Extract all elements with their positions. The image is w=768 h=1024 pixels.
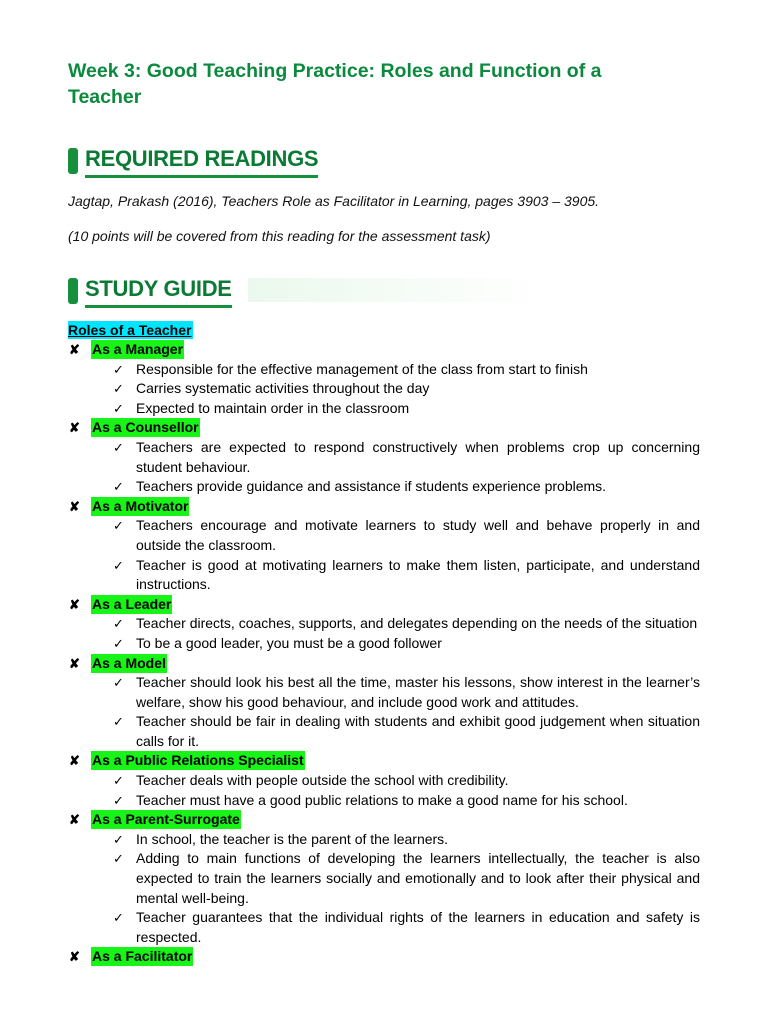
role-point [68,556,700,595]
check-mark-icon: ✓ [113,675,124,691]
role-point [68,360,700,380]
cross-mark-icon: ✘ [69,812,80,828]
role-name: As a Model [92,654,166,671]
role-point [68,399,700,419]
role-point-text: Teacher should be fair in dealing with students and exhibit good judgement when situation calls for it. [136,713,700,749]
heading-bar-icon [68,278,78,304]
required-readings-label: REQUIRED READINGS [85,146,319,171]
check-mark-icon: ✓ [113,400,124,416]
role-point-text: Teacher directs, coaches, supports, and delegates depending on the needs of the situation [136,615,698,632]
check-mark-icon: ✓ [113,831,124,847]
role-item [68,497,700,517]
reading-citation: Jagtap, Prakash (2016), Teachers Role as Facilitator in Learning, pages 3903 – 3905. [68,193,600,209]
required-readings-heading [68,146,318,178]
role-point [68,477,700,497]
role-point-text: Teacher must have a good public relations to make a good name for his school. [136,791,628,808]
check-mark-icon: ✓ [113,616,124,632]
role-point [68,614,700,634]
roles-list [68,340,700,967]
check-mark-icon: ✓ [113,381,124,397]
role-point-text: Teachers provide guidance and assistance if students experience problems. [136,478,607,495]
role-point-text: Teacher is good at motivating learners to make them listen, participate, and understand instructions. [136,556,700,593]
role-point-text: Carries systematic activities throughout the day [136,380,430,397]
check-mark-icon: ✓ [113,792,124,808]
role-point [68,516,700,555]
role-point-text: Responsible for the effective management of the class from start to finish [136,360,588,377]
check-mark-icon: ✓ [113,635,124,651]
role-point [68,908,700,947]
check-mark-icon: ✓ [113,361,124,377]
cross-mark-icon: ✘ [69,753,80,769]
study-guide-heading [68,276,232,308]
role-point [68,771,700,791]
role-point-text: Adding to main functions of developing the learners intellectually, the teacher is also expected to train the learners socially and emotionally and to look after their physical and mental well-being. [136,850,700,906]
role-point-text: Teacher should look his best all the time, master his lessons, show interest in the learner’s welfare, show his good behaviour, and include good work and attitudes. [136,674,700,710]
role-point [68,673,700,712]
role-point-text: Teacher guarantees that the individual rights of the learners in education and safety is respected. [136,909,700,945]
check-mark-icon: ✓ [113,714,124,730]
roles-title: Roles of a Teacher [68,322,192,338]
role-point-text: Teachers encourage and motivate learners to study well and behave properly in and outside the classroom. [136,517,700,553]
role-item [68,751,700,771]
cross-mark-icon: ✘ [69,342,80,357]
role-name: As a Leader [92,595,172,612]
cross-mark-icon: ✘ [69,498,80,514]
role-point-text: Teachers are expected to respond constructively when problems crop up concerning student behaviour. [136,438,700,475]
heading-underline [85,305,232,308]
check-mark-icon: ✓ [113,851,124,867]
cross-mark-icon: ✘ [69,420,80,436]
check-mark-icon: ✓ [113,910,124,926]
role-point [68,791,700,811]
reading-note: (10 points will be covered from this reading for the assessment task) [68,228,491,244]
role-name: As a Facilitator [92,948,193,965]
role-name: As a Motivator [92,497,189,514]
role-point [68,849,700,908]
role-name: As a Public Relations Specialist [92,752,304,769]
role-item [68,340,700,360]
heading-bar-icon [68,148,78,174]
role-point-text: Teacher deals with people outside the school with credibility. [136,772,509,789]
role-point [68,712,700,751]
role-name: As a Manager [92,341,184,357]
role-item [68,595,700,615]
role-item [68,810,700,830]
role-name: As a Counsellor [92,419,199,436]
cross-mark-icon: ✘ [69,596,80,612]
role-item [68,654,700,674]
role-point [68,634,700,654]
role-item [68,418,700,438]
check-mark-icon: ✓ [113,439,124,455]
page-title: Week 3: Good Teaching Practice: Roles and Function of a Teacher [68,60,602,108]
cross-mark-icon: ✘ [69,949,80,965]
role-item [68,947,700,967]
check-mark-icon: ✓ [113,518,124,534]
role-point-text: Expected to maintain order in the classroom [136,399,410,416]
heading-underline [85,175,318,178]
check-mark-icon: ✓ [113,773,124,789]
role-point-text: In school, the teacher is the parent of the learners. [136,830,449,847]
heading-shadow [248,278,548,302]
role-point [68,830,700,850]
role-name: As a Parent-Surrogate [92,811,240,828]
check-mark-icon: ✓ [113,557,124,573]
check-mark-icon: ✓ [113,479,124,495]
role-point [68,438,700,477]
role-point [68,379,700,399]
role-point-text: To be a good leader, you must be a good follower [136,634,442,651]
cross-mark-icon: ✘ [69,655,80,671]
study-guide-label: STUDY GUIDE [85,276,232,301]
